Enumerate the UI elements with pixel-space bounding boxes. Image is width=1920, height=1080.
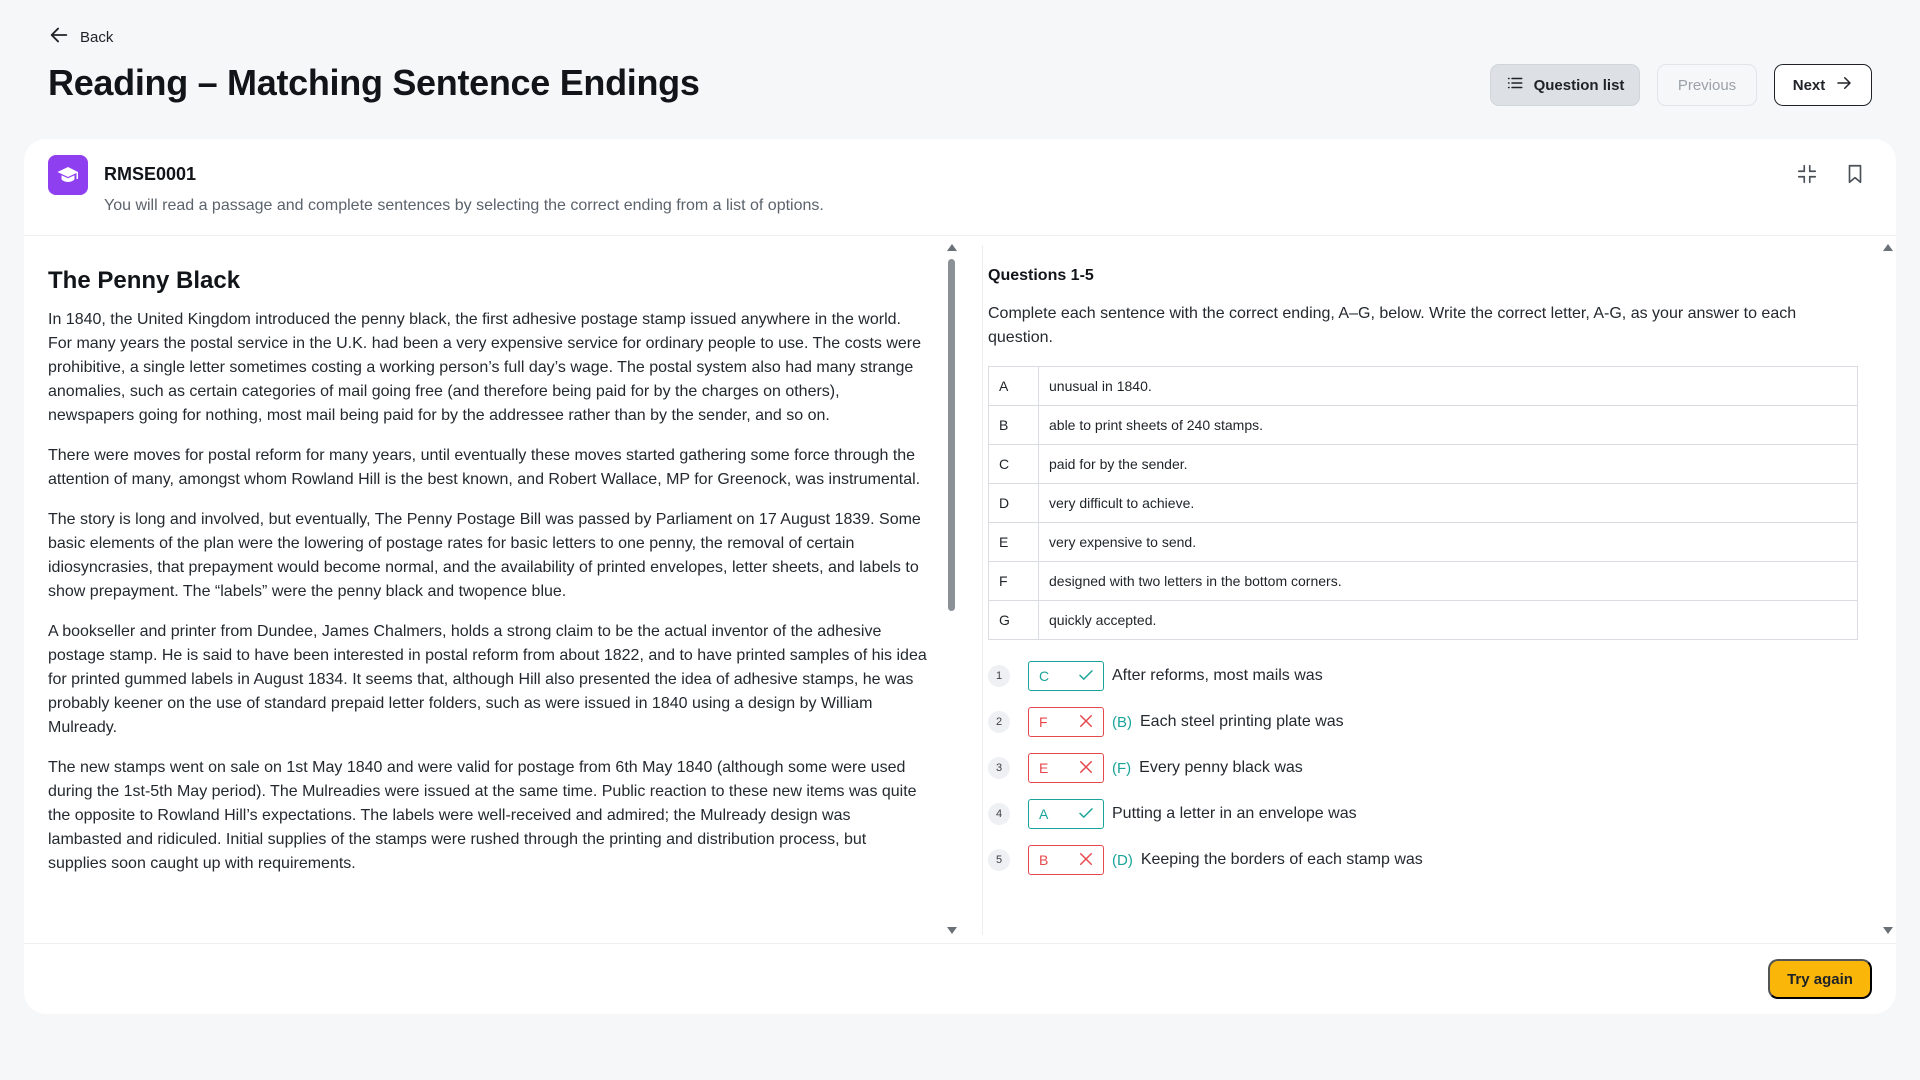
question-card [24, 139, 1896, 1014]
scroll-down-icon[interactable] [947, 927, 957, 934]
question-number: 5 [988, 849, 1010, 871]
ending-row [989, 367, 1858, 406]
answer-select[interactable] [1028, 845, 1104, 875]
arrow-left-icon [48, 24, 70, 50]
answer-value: E [1039, 760, 1049, 776]
task-code: RMSE0001 [104, 164, 197, 184]
question-stem: After reforms, most mails was [1112, 667, 1323, 684]
graduation-cap-icon [48, 155, 88, 195]
ending-letter: C [989, 445, 1039, 484]
question-navigation [1490, 64, 1872, 106]
back-label: Back [80, 28, 114, 46]
ending-letter: D [989, 484, 1039, 523]
task-instructions: You will read a passage and complete sentences by selecting the correct ending from a list of options. [104, 197, 824, 214]
question-number: 1 [988, 665, 1010, 687]
bookmark-icon[interactable] [1844, 163, 1866, 185]
arrow-right-icon [1835, 74, 1853, 96]
ending-letter: F [989, 562, 1039, 601]
ending-text: very difficult to achieve. [1039, 484, 1858, 523]
ending-text: able to print sheets of 240 stamps. [1039, 406, 1858, 445]
ending-text: quickly accepted. [1039, 601, 1858, 640]
collapse-icon[interactable] [1796, 163, 1818, 185]
ending-text: very expensive to send. [1039, 523, 1858, 562]
scrollbar-thumb[interactable] [948, 259, 955, 611]
question-number: 4 [988, 803, 1010, 825]
answer-select[interactable] [1028, 753, 1104, 783]
previous-label: Previous [1677, 76, 1737, 94]
question-row [988, 837, 1858, 883]
back-link[interactable] [48, 24, 113, 50]
answer-select[interactable] [1028, 661, 1104, 691]
question-row [988, 699, 1858, 745]
question-stem: Every penny black was [1139, 759, 1303, 776]
ending-row [989, 523, 1858, 562]
check-icon [1077, 804, 1095, 825]
question-stem: Each steel printing plate was [1140, 713, 1344, 730]
ending-text: unusual in 1840. [1039, 367, 1858, 406]
scroll-up-icon[interactable] [947, 244, 957, 251]
ending-letter: E [989, 523, 1039, 562]
question-stem: Keeping the borders of each stamp was [1140, 851, 1423, 868]
passage-scrollbar[interactable] [948, 244, 956, 934]
scroll-up-icon[interactable] [1883, 244, 1893, 251]
page-title: Reading – Matching Sentence Endings [48, 62, 700, 103]
ending-letter: G [989, 601, 1039, 640]
questions-instruction: Complete each sentence with the correct ending, A–G, below. Write the correct letter, A-G, as your answer to each question. [988, 305, 1797, 346]
card-actions [1796, 163, 1866, 185]
answer-value: C [1039, 668, 1050, 684]
cross-icon [1077, 712, 1095, 733]
cross-icon [1077, 758, 1095, 779]
answer-select[interactable] [1028, 707, 1104, 737]
passage-paragraph: A bookseller and printer from Dundee, James Chalmers, holds a strong claim to be the actual inventor of the adhesive postage stamp. He is said to have been interested in postal reform from about 1822, and to have printed samples of his idea for printed gummed labels in August 1834. It seems that, although Hill also presented the idea of adhesive stamps, he was probably keener on the use of standard prepaid letter folders, such as were issued in 1840 using a design by William Mulready. [48, 623, 927, 736]
ending-row [989, 406, 1858, 445]
question-row [988, 745, 1858, 791]
questions-panel [988, 257, 1858, 937]
endings-table [988, 366, 1858, 640]
try-again-button[interactable]: Try again [1768, 959, 1872, 999]
list-icon [1506, 74, 1524, 96]
card-header [24, 139, 1896, 236]
ending-letter: A [989, 367, 1039, 406]
ending-text: paid for by the sender. [1039, 445, 1858, 484]
question-number: 3 [988, 757, 1010, 779]
question-list-label: Question list [1533, 76, 1625, 94]
scroll-down-icon[interactable] [1883, 927, 1893, 934]
check-icon [1077, 666, 1095, 687]
next-label: Next [1792, 76, 1826, 94]
correct-answer: (B) [1112, 713, 1132, 731]
answer-select[interactable] [1028, 799, 1104, 829]
reading-passage [48, 257, 928, 937]
ending-row [989, 445, 1858, 484]
ending-row [989, 601, 1858, 640]
panel-divider [982, 245, 983, 935]
questions-scrollbar[interactable] [1882, 244, 1894, 934]
correct-answer: (F) [1112, 759, 1132, 777]
previous-button[interactable] [1657, 64, 1757, 106]
question-stem: Putting a letter in an envelope was [1112, 805, 1357, 822]
next-button[interactable] [1774, 64, 1872, 106]
footer-divider [24, 943, 1896, 944]
question-list [988, 653, 1858, 883]
passage-paragraph: In 1840, the United Kingdom introduced the penny black, the first adhesive postage stamp issued anywhere in the world. For many years the postal service in the U.K. had been a very expensive service for ordinary people to use. The costs were prohibitive, a single letter sometimes costing a working person’s full day’s wage. The postal system also had many strange anomalies, such as certain categories of mail going free (and therefore being paid for by the charges on others), newspapers going for nothing, most mail being paid for by the addressee rather than by the sender, and so on. [48, 311, 922, 424]
answer-value: B [1039, 852, 1049, 868]
passage-paragraph: The new stamps went on sale on 1st May 1840 and were valid for postage from 6th May 1840 (although some were used during the 1st-5th May period). The Mulreadies were issued at the same time. Public reaction to these new items was quite the opposite to Rowland Hill’s expectations. The labels were well-received and admired; the Mulready design was lambasted and ridiculed. Initial supplies of the stamps were rushed through the printing and distribution process, but supplies soon caught up with requirements. [48, 759, 917, 872]
ending-text: designed with two letters in the bottom corners. [1039, 562, 1858, 601]
correct-answer: (D) [1112, 851, 1133, 869]
ending-row [989, 562, 1858, 601]
question-list-button[interactable] [1490, 64, 1640, 106]
passage-paragraph: There were moves for postal reform for many years, until eventually these moves started gathering some force through the attention of many, amongst whom Rowland Hill is the best known, and Robert Wallace, MP for Greenock, was instrumental. [48, 447, 921, 488]
answer-value: A [1039, 806, 1049, 822]
ending-row [989, 484, 1858, 523]
question-row [988, 791, 1858, 837]
passage-title: The Penny Black [48, 267, 241, 294]
answer-value: F [1039, 714, 1048, 730]
questions-heading: Questions 1-5 [988, 267, 1094, 284]
question-row [988, 653, 1858, 699]
question-number: 2 [988, 711, 1010, 733]
cross-icon [1077, 850, 1095, 871]
passage-paragraph: The story is long and involved, but eventually, The Penny Postage Bill was passed by Parliament on 17 August 1839. Some basic elements of the plan were the lowering of postage rates for basic letters to one penny, the removal of certain idiosyncrasies, that prepayment would become normal, and the availability of printed envelopes, letter sheets, and labels to show prepayment. The “labels” were the penny black and twopence blue. [48, 511, 921, 600]
ending-letter: B [989, 406, 1039, 445]
